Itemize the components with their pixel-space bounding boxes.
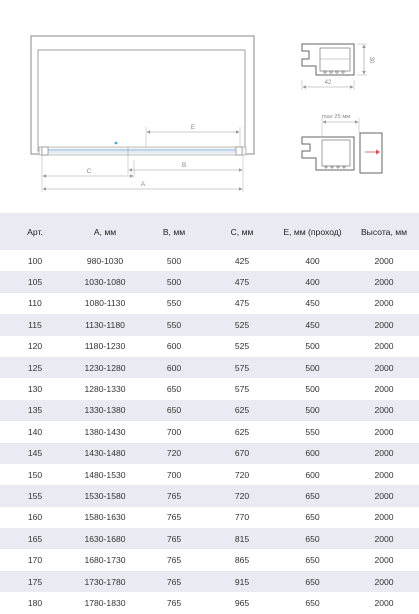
cell-c: 575 — [234, 362, 250, 373]
cell-height: 2000 — [374, 384, 394, 395]
cell-c: 815 — [234, 533, 250, 544]
cell-b: 720 — [166, 448, 182, 459]
table-row — [0, 293, 419, 314]
cell-a: 1730-1780 — [84, 576, 126, 587]
table-row — [0, 549, 419, 570]
cell-c: 720 — [234, 490, 250, 501]
cell-height: 2000 — [374, 533, 394, 544]
cell-a: 1480-1530 — [84, 469, 126, 480]
cell-a: 1380-1430 — [84, 426, 126, 437]
cell-height: 2000 — [374, 426, 394, 437]
header-b: B, мм — [162, 226, 186, 237]
cell-article: 110 — [28, 298, 42, 309]
front-view — [31, 36, 254, 155]
max-gap-label: max 25 мм — [321, 114, 351, 120]
table-row — [0, 271, 419, 292]
cell-article: 155 — [27, 490, 43, 501]
cell-article: 115 — [28, 319, 42, 330]
cell-height: 2000 — [374, 490, 394, 501]
table-row — [0, 507, 419, 528]
cell-c: 625 — [234, 426, 250, 437]
cell-c: 965 — [234, 597, 250, 608]
cell-b: 765 — [166, 555, 182, 566]
cell-e: 400 — [305, 255, 320, 266]
cell-article: 170 — [27, 555, 43, 566]
cell-article: 125 — [27, 362, 43, 373]
cell-c: 525 — [234, 319, 250, 330]
cell-e: 650 — [305, 555, 320, 566]
cell-article: 120 — [27, 341, 43, 352]
cell-height: 2000 — [374, 277, 394, 288]
cell-c: 770 — [234, 512, 250, 523]
cell-b: 765 — [166, 490, 182, 501]
cell-b: 600 — [166, 362, 182, 373]
cell-article: 150 — [27, 469, 43, 480]
cell-b: 500 — [166, 255, 182, 266]
cell-height: 2000 — [374, 362, 394, 373]
dim-c-label: C — [86, 168, 92, 175]
cell-article: 130 — [27, 384, 43, 395]
cell-e: 450 — [305, 298, 320, 309]
cell-b: 550 — [166, 298, 182, 309]
spec-table — [0, 213, 419, 614]
header-c: C, мм — [230, 226, 254, 237]
cell-a: 1680-1730 — [84, 555, 126, 566]
cell-article: 100 — [27, 255, 43, 266]
header-height: Высота, мм — [360, 226, 408, 237]
cell-a: 1780-1830 — [84, 597, 126, 608]
dimension-a — [43, 181, 242, 189]
cell-height: 2000 — [374, 405, 394, 416]
cell-height: 2000 — [374, 597, 394, 608]
cell-height: 2000 — [374, 576, 394, 587]
cell-c: 625 — [234, 405, 250, 416]
cell-article: 140 — [27, 426, 43, 437]
cell-height: 2000 — [374, 341, 394, 352]
dimension-c — [42, 155, 134, 192]
cell-height: 2000 — [374, 319, 394, 330]
cell-b: 650 — [166, 405, 182, 416]
table-row — [0, 400, 419, 421]
table-row — [0, 571, 419, 592]
cell-a: 1180-1230 — [84, 341, 126, 352]
table-row — [0, 378, 419, 399]
cell-height: 2000 — [374, 555, 394, 566]
cell-e: 500 — [305, 362, 320, 373]
cell-c: 720 — [234, 469, 250, 480]
cell-article: 180 — [27, 597, 43, 608]
cell-height: 2000 — [374, 255, 394, 266]
table-row — [0, 357, 419, 378]
cell-e: 500 — [305, 341, 320, 352]
table-row — [0, 443, 419, 464]
cell-a: 1630-1680 — [84, 533, 126, 544]
cell-b: 600 — [166, 341, 182, 352]
cell-e: 650 — [305, 533, 320, 544]
header-a: A, мм — [93, 226, 117, 237]
cell-a: 1080-1130 — [84, 298, 126, 309]
table-row — [0, 421, 419, 442]
table-row — [0, 528, 419, 549]
cell-a: 1580-1630 — [84, 512, 126, 523]
cell-b: 550 — [166, 319, 182, 330]
cell-b: 765 — [166, 597, 182, 608]
cell-a: 1530-1580 — [84, 490, 126, 501]
cell-b: 500 — [166, 277, 182, 288]
cell-a: 1330-1380 — [84, 405, 126, 416]
cell-e: 600 — [305, 448, 320, 459]
cell-article: 105 — [27, 277, 43, 288]
dim-a-label: A — [140, 181, 146, 188]
table-row — [0, 464, 419, 485]
cell-height: 2000 — [374, 298, 394, 309]
dim-e-label: E — [190, 124, 196, 131]
cell-b: 700 — [166, 426, 182, 437]
table-row — [0, 336, 419, 357]
cell-b: 765 — [166, 512, 182, 523]
cell-height: 2000 — [374, 448, 394, 459]
cell-e: 650 — [305, 512, 320, 523]
profile-height-label: 30 — [368, 56, 374, 64]
cell-b: 765 — [166, 533, 182, 544]
cell-article: 145 — [27, 448, 43, 459]
cell-a: 1030-1080 — [84, 277, 126, 288]
table-row — [0, 485, 419, 506]
cell-c: 670 — [234, 448, 250, 459]
shower-door-drawing — [0, 0, 419, 205]
cell-article: 165 — [27, 533, 43, 544]
cell-article: 175 — [27, 576, 43, 587]
cell-c: 915 — [234, 576, 250, 587]
table-row — [0, 592, 419, 613]
cell-e: 650 — [305, 597, 320, 608]
cell-e: 500 — [305, 405, 320, 416]
cell-c: 525 — [234, 341, 250, 352]
cell-c: 425 — [234, 255, 250, 266]
cell-e: 600 — [305, 469, 320, 480]
table-body — [0, 250, 419, 614]
dimension-b — [128, 155, 243, 192]
cell-e: 400 — [305, 277, 320, 288]
cell-b: 650 — [166, 384, 182, 395]
cell-c: 475 — [234, 298, 250, 309]
cell-e: 450 — [305, 319, 320, 330]
dim-b-label: B — [181, 162, 187, 169]
cell-c: 475 — [234, 277, 250, 288]
profile-section — [302, 44, 354, 75]
cell-a: 1430-1480 — [84, 448, 126, 459]
table-row — [0, 314, 419, 335]
cell-a: 1230-1280 — [84, 362, 126, 373]
cell-a: 1280-1330 — [84, 384, 126, 395]
cell-article: 135 — [27, 405, 43, 416]
cell-article: 160 — [27, 512, 43, 523]
cell-a: 980-1030 — [86, 255, 124, 266]
table-row — [0, 250, 419, 271]
cell-height: 2000 — [374, 512, 394, 523]
cell-e: 650 — [305, 490, 320, 501]
header-article: Арт. — [27, 226, 43, 237]
header-e: E, мм (проход) — [283, 226, 342, 237]
profile-width-label: 42 — [324, 80, 332, 86]
cell-c: 575 — [234, 384, 250, 395]
table-header-row — [0, 213, 419, 250]
cell-e: 550 — [305, 426, 320, 437]
cell-e: 650 — [305, 576, 320, 587]
cell-c: 865 — [234, 555, 250, 566]
cell-height: 2000 — [374, 469, 394, 480]
adjustment-section — [302, 133, 382, 173]
cell-a: 1130-1180 — [85, 319, 125, 330]
cell-b: 765 — [166, 576, 182, 587]
cell-b: 700 — [166, 469, 182, 480]
cell-e: 500 — [305, 384, 320, 395]
